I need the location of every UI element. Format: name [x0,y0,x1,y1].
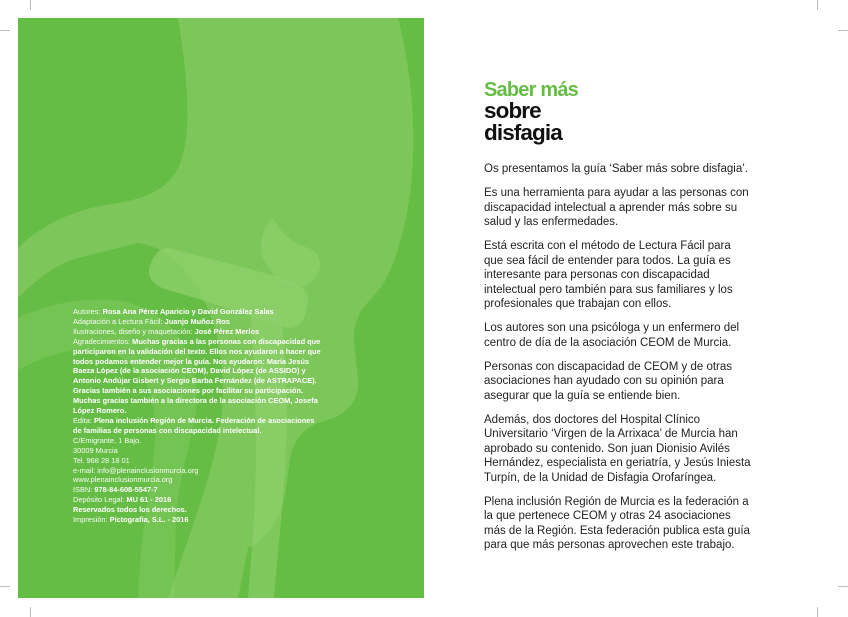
title-line-3: disfagia [484,120,562,145]
paragraph-line: Hernández, especialista en geriatría, y Jesús Iniesta [484,457,751,469]
colophon-label: Ilustraciones, diseño y maquetación: [73,326,195,336]
colophon-line [73,357,373,367]
colophon-label: Agradecimientos: [73,336,133,346]
paragraph-line: profesionales que trabajan con ellos. [484,298,672,310]
colophon-label: Autores: [73,307,103,316]
colophon-line [73,327,373,337]
colophon-line [73,505,373,515]
colophon-value: José Pérez Merlos [194,326,260,336]
paragraph-line: Es una herramienta para ayudar a las personas con [484,187,749,199]
paragraph-line: Turpín, de la Unidad de Disfagia Orofaríngea. [484,471,717,484]
colophon-label: e-mail: info@plenainclusionmurcia.org [73,465,199,475]
paragraph-line: Está escrita con el método de Lectura Fácil para [484,240,731,252]
page-title [484,80,578,144]
colophon-label: Impresión: [73,515,110,525]
paragraph-line: salud y las enfermedades. [484,216,619,228]
colophon-line [73,466,373,476]
paragraph [484,360,784,404]
colophon-value: Juanjo Muñoz Ros [164,316,230,326]
colophon-line [73,456,373,466]
crop-mark [0,30,10,31]
colophon-value: Muchas gracias a las personas con discapacidad que [132,336,321,346]
colophon-label: Edita: [73,415,94,425]
colophon-line [73,376,373,386]
title-line-2: sobre [484,98,541,123]
colophon-line [73,426,373,436]
colophon-line [73,416,373,426]
paragraph-line: discapacidad intelectual a aprender más sobre su [484,201,738,214]
crop-mark [817,0,818,10]
colophon-label: Depósito Legal: [73,495,127,505]
colophon-label: C/Emigrante, 1 Bajo. [73,435,142,445]
paragraph-line: Plena inclusión Región de Murcia es la federación a [484,495,749,508]
colophon-line [73,366,373,376]
cover-panel [18,18,424,598]
paragraph-line: la que pertenece CEOM y otras 24 asociaciones [484,510,731,522]
paragraph-line: intelectual pero también para sus familiares y los [484,283,733,296]
paragraph-line: centro de día de la asociación CEOM de Murcia. [484,336,732,349]
colophon-value: todos podamos entender mejor la guía. Nos ayudaron: María Jesús [73,356,310,366]
colophon-value: MU 61 - 2016 [126,495,172,505]
colophon-line [73,485,373,495]
paragraph-line: que sea fácil de entender para todos. La guía es [484,254,731,267]
colophon-line [73,396,373,406]
colophon-line [73,446,373,456]
colophon-value: López Romero. [73,406,127,416]
title-line-1: Saber más [484,79,578,101]
colophon-label: Tel. 968 28 18 01 [73,455,130,465]
colophon-label: Adaptación a Lectura Fácil: [73,316,165,326]
paragraph-line: Universitario ‘Virgen de la Arrixaca’ de Murcia han [484,428,738,440]
crop-mark [817,607,818,617]
paragraph-line: asociaciones han ayudado con su opinión para [484,375,724,387]
colophon-label: 30009 Murcia [73,445,118,455]
paragraph-line: más de la Región. Esta federación publica esta guía [484,524,750,537]
intro-body-text [484,162,784,562]
colophon-line [73,337,373,347]
colophon-value: de familias de personas con discapacidad intelectual. [73,425,262,435]
colophon-line [73,386,373,396]
paragraph [484,186,784,230]
colophon-value: Plena inclusión Región de Murcia. Federación de asociaciones [93,415,315,425]
paragraph [484,495,784,553]
colophon-line [73,307,373,317]
paragraph [484,162,784,177]
paragraph-line: Los autores son una psicóloga y un enfermero del [484,322,740,334]
crop-mark [0,586,10,587]
colophon-label: ISBN: [73,485,95,495]
crop-mark [30,607,31,617]
paragraph-line: Además, dos doctores del Hospital Clínico [484,413,701,426]
crop-mark [838,30,848,31]
crop-mark [30,0,31,10]
colophon-value: Muchas gracias también a la directora de la asociación CEOM, Josefa [73,396,318,406]
paragraph-line: aprobado su contenido. Son juan Dionisio Avilés [484,442,730,455]
colophon-credits [73,307,373,525]
colophon-value: 978-84-608-5547-7 [94,485,158,495]
paragraph-line: interesante para personas con discapacidad [484,269,710,281]
paragraph-line: Os presentamos la guía ‘Saber más sobre disfagia’. [484,163,748,175]
crop-mark [838,586,848,587]
colophon-value: Baeza López (de la asociación CEOM), David López (de ASSIDO) y [73,366,306,376]
paragraph [484,239,784,312]
paragraph [484,321,784,350]
colophon-line [73,347,373,357]
colophon-value: Rosa Ana Pérez Aparicio y David González Salas [102,307,274,316]
colophon-value: Gracias también a sus asociaciones por facilitar su participación. [73,386,304,396]
colophon-line [73,495,373,505]
colophon-line [73,475,373,485]
paragraph-line: asegurar que la guía se entiende bien. [484,389,681,402]
colophon-line [73,515,373,525]
colophon-value: Antonio Andújar Gisbert y Sergio Barba Fernández (de ASTRAPACE). [73,376,317,386]
colophon-line [73,317,373,327]
paragraph [484,413,784,486]
paragraph-line: para que más personas aprovechen este trabajo. [484,539,735,551]
colophon-value: Reservados todos los derechos. [73,505,187,515]
colophon-label: www.plenainclusionmurcia.org [73,475,173,485]
colophon-value: Pictografía, S.L. - 2016 [109,515,189,525]
colophon-value: participaron en la validación del texto. Ellos nos ayudaron a hacer que [73,346,321,356]
colophon-line [73,436,373,446]
colophon-line [73,406,373,416]
paragraph-line: Personas con discapacidad de CEOM y de otras [484,360,733,373]
